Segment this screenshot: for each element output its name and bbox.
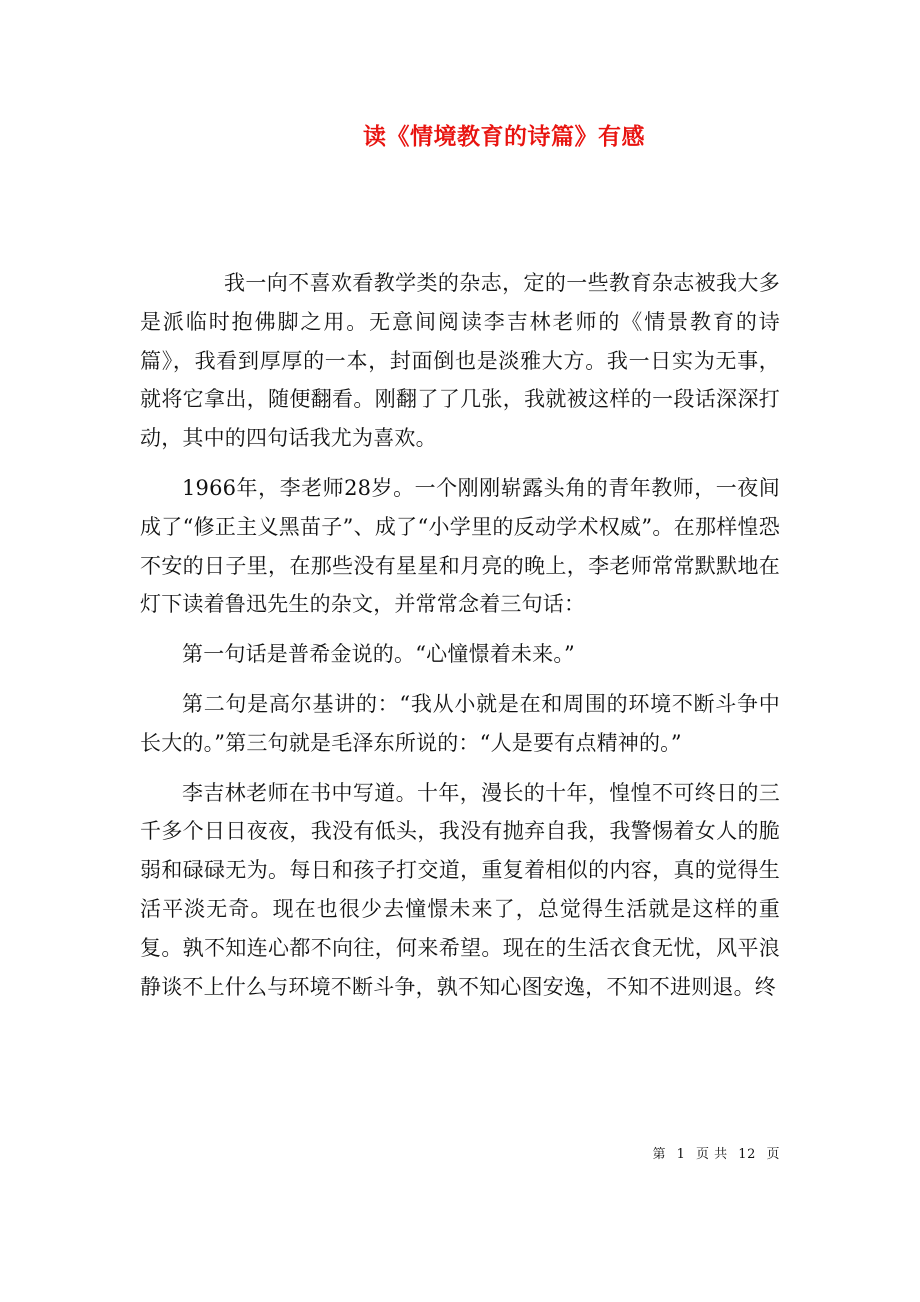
paragraph-3: 第一句话是普希金说的。“心憧憬着未来。” — [182, 642, 575, 667]
document-body — [140, 264, 780, 1006]
footer-suffix: 页 — [766, 1147, 780, 1162]
paragraph-2: 1966年，李老师28岁。一个刚刚崭露头角的青年教师，一夜间成了“修正主义黑苗子”、成了“小学里的反动学术权威”。在那样惶恐不安的日子里，在那些没有星星和月亮的晚上，李老师常常默默地在灯下读着鲁迅先生的杂文，并常常念着三句话： — [140, 475, 780, 617]
paragraph-1: 我一向不喜欢看教学类的杂志，定的一些教育杂志被我大多是派临时抱佛脚之用。无意间阅读李吉林老师的《情景教育的诗篇》，我看到厚厚的一本，封面倒也是淡雅大方。我一日实为无事，就将它拿出，随便翻看。刚翻了了几张，我就被这样的一段话深深打动，其中的四句话我尤为喜欢。 — [140, 271, 780, 451]
page-footer — [0, 1143, 780, 1162]
footer-prefix: 第 — [652, 1147, 666, 1162]
paragraph-4: 第二句是高尔基讲的：“我从小就是在和周围的环境不断斗争中长大的。”第三句就是毛泽东所说的：“人是要有点精神的。” — [140, 691, 780, 755]
footer-mid: 页 共 — [696, 1147, 728, 1162]
paragraph-5: 李吉林老师在书中写道。十年，漫长的十年，惶惶不可终日的三千多个日日夜夜，我没有低头，我没有抛弃自我，我警惕着女人的脆弱和碌碌无为。每日和孩子打交道，重复着相似的内容，真的觉得生活平淡无奇。现在也很少去憧憬未来了，总觉得生活就是这样的重复。孰不知连心都不向往，何来希望。现在的生活衣食无忧，风平浪静谈不上什么与环境不断斗争，孰不知心图安逸，不知不进则退。终 — [140, 780, 780, 999]
document-title: 读《情境教育的诗篇》有感 — [363, 123, 645, 150]
total-pages-number: 12 — [738, 1147, 756, 1162]
current-page-number: 1 — [676, 1147, 686, 1162]
